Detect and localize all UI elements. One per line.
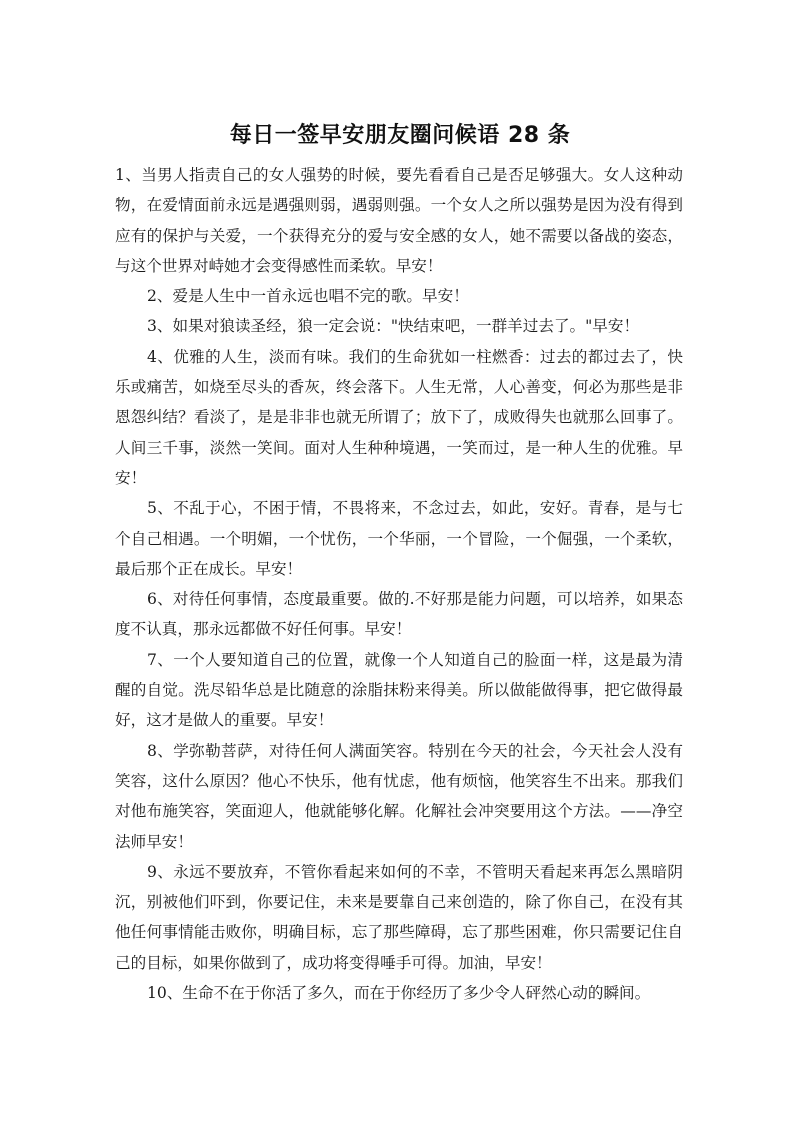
paragraph-7: 7、一个人要知道自己的位置，就像一个人知道自己的脸面一样，这是最为清醒的自觉。洗尽铅华总是比随意的涂脂抹粉来得美。所以做能做得事，把它做得最好，这才是做人的重要。早安！ (115, 650, 683, 730)
document-title: 每日一签早安朋友圈问候语 28 条 (229, 123, 571, 148)
paragraph-3: 3、如果对狼读圣经，狼一定会说："快结束吧，一群羊过去了。"早安！ (147, 317, 640, 336)
paragraph-1: 1、当男人指责自己的女人强势的时候，要先看看自己是否足够强大。女人这种动物，在爱情面前永远是遇强则弱，遇弱则强。一个女人之所以强势是因为没有得到应有的保护与关爱，一个获得充分的爱与安全感的女人，她不需要以备战的姿态，与这个世界对峙她才会变得感性而柔软。早安！ (115, 166, 683, 275)
document-body (115, 160, 683, 1008)
paragraph-5: 5、不乱于心，不困于情，不畏将来，不念过去，如此，安好。青春，是与七个自己相遇。一个明媚，一个忧伤，一个华丽，一个冒险，一个倔强，一个柔软，最后那个正在成长。早安！ (115, 499, 683, 578)
paragraph-9: 9、永远不要放弃，不管你看起来如何的不幸，不管明天看起来再怎么黑暗阴沉，别被他们吓到，你要记住，未来是要靠自己来创造的，除了你自己，在没有其他任何事情能击败你，明确目标，忘了那些障碍，忘了那些困难，你只需要记住自己的目标，如果你做到了，成功将变得唾手可得。加油，早安！ (115, 862, 683, 972)
paragraph-4: 4、优雅的人生，淡而有味。我们的生命犹如一柱燃香：过去的都过去了，快乐或痛苦，如烧至尽头的香灰，终会落下。人生无常，人心善变，何必为那些是非恩怨纠结？看淡了，是是非非也就无所谓了；放下了，成败得失也就那么回事了。人间三千事，淡然一笑间。面对人生种种境遇，一笑而过，是一种人生的优雅。早安！ (115, 347, 683, 487)
paragraph-10: 10、生命不在于你活了多久，而在于你经历了多少令人砰然心动的瞬间。 (147, 984, 651, 1003)
paragraph-6: 6、对待任何事情，态度最重要。做的.不好那是能力问题，可以培养，如果态度不认真，那永远都做不好任何事。早安！ (115, 590, 683, 639)
paragraph-8: 8、学弥勒菩萨，对待任何人满面笑容。特别在今天的社会，今天社会人没有笑容，这什么原因？他心不快乐，他有忧虑，他有烦恼，他笑容生不出来。那我们对他布施笑容，笑面迎人，他就能够化解。化解社会冲突要用这个方法。——净空法师早安！ (115, 741, 683, 851)
paragraph-2: 2、爱是人生中一首永远也唱不完的歌。早安！ (147, 287, 469, 306)
